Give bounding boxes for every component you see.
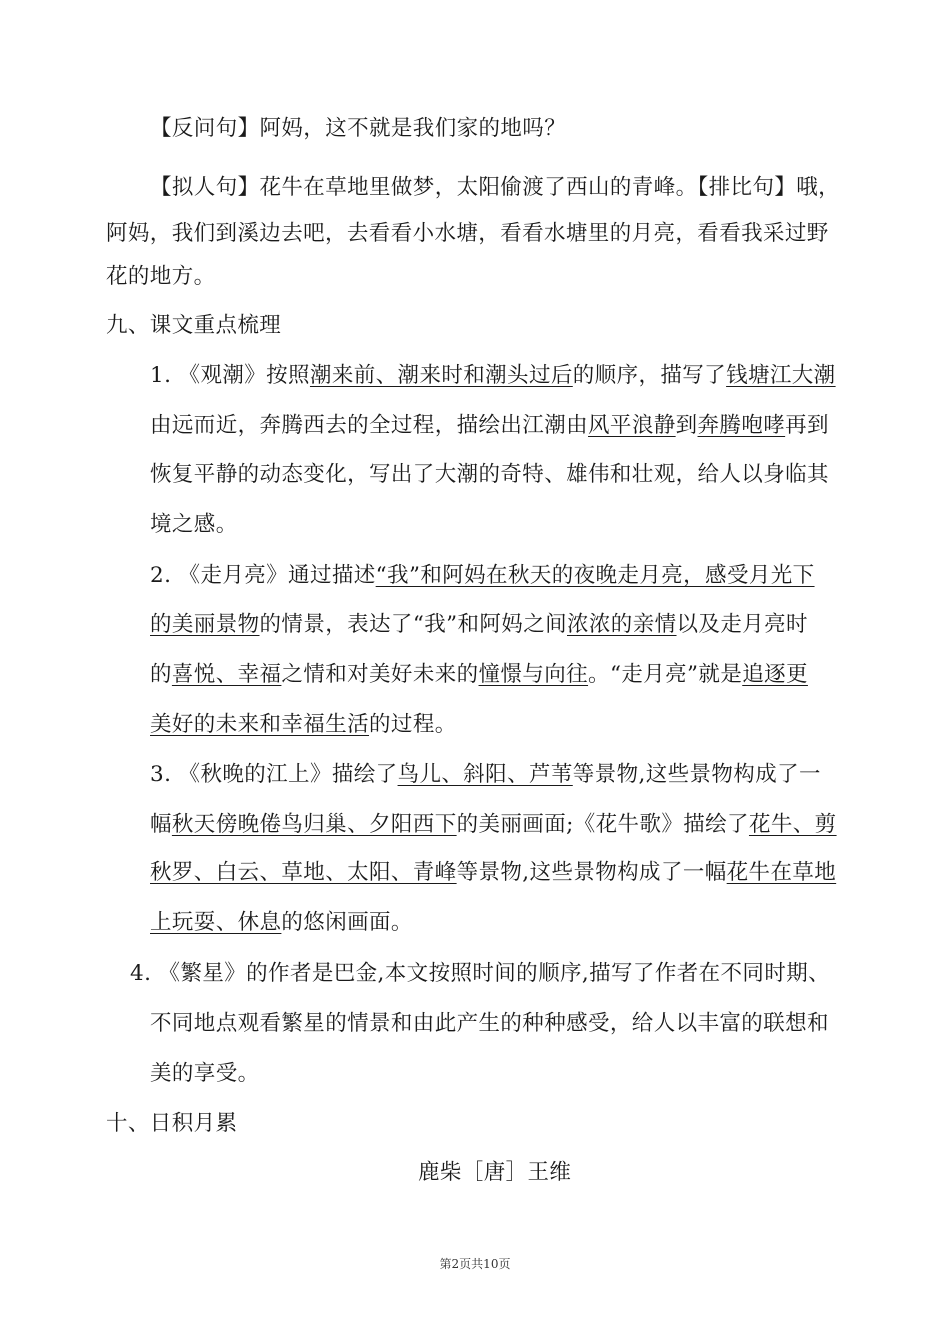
item-1-line-2: 由远而近，奔腾西去的全过程，描绘出江潮由风平浪静到奔腾咆哮再到 (150, 413, 829, 438)
text-line-3: 阿妈，我们到溪边去吧，去看看小水塘，看看水塘里的月亮，看看我采过野 (106, 221, 829, 246)
item-2-line-2: 的美丽景物的情景，表达了“我”和阿妈之间浓浓的亲情以及走月亮时 (150, 612, 808, 637)
poem-title: 鹿柴［唐］王维 (418, 1160, 572, 1185)
item-2-line-1: 2. 《走月亮》通过描述“我”和阿妈在秋天的夜晚走月亮，感受月光下 (150, 563, 815, 588)
item-1-line-4: 境之感。 (150, 512, 238, 537)
section-heading-9: 九、课文重点梳理 (106, 313, 282, 338)
item-1-line-1: 1. 《观潮》按照潮来前、潮来时和潮头过后的顺序，描写了钱塘江大潮 (150, 363, 836, 388)
item-4-line-1: 4. 《繁星》的作者是巴金,本文按照时间的顺序,描写了作者在不同时期、 (130, 961, 831, 986)
section-heading-10: 十、日积月累 (106, 1111, 238, 1136)
item-3-line-4: 上玩耍、休息的悠闲画面。 (150, 910, 413, 935)
text-line-1: 【反问句】阿妈，这不就是我们家的地吗？ (150, 116, 567, 141)
item-2-line-3: 的喜悦、幸福之情和对美好未来的憧憬与向往。“走月亮”就是追逐更 (150, 662, 808, 687)
item-4-line-2: 不同地点观看繁星的情景和由此产生的种种感受，给人以丰富的联想和 (150, 1011, 829, 1036)
item-2-line-4: 美好的未来和幸福生活的过程。 (150, 712, 457, 737)
item-1-line-3: 恢复平静的动态变化，写出了大潮的奇特、雄伟和壮观，给人以身临其 (150, 462, 829, 487)
item-3-line-3: 秋罗、白云、草地、太阳、青峰等景物,这些景物构成了一幅花牛在草地 (150, 860, 837, 885)
item-3-line-2: 幅秋天傍晚倦鸟归巢、夕阳西下的美丽画面;《花牛歌》描绘了花牛、剪 (150, 812, 837, 837)
page-footer: 第2页共10页 (439, 1257, 511, 1271)
item-3-line-1: 3. 《秋晚的江上》描绘了鸟儿、斜阳、芦苇等景物,这些景物构成了一 (150, 762, 821, 787)
text-line-2: 【拟人句】花牛在草地里做梦，太阳偷渡了西山的青峰。【排比句】哦， (150, 175, 841, 200)
item-4-line-3: 美的享受。 (150, 1061, 260, 1086)
text-line-4: 花的地方。 (106, 264, 216, 289)
